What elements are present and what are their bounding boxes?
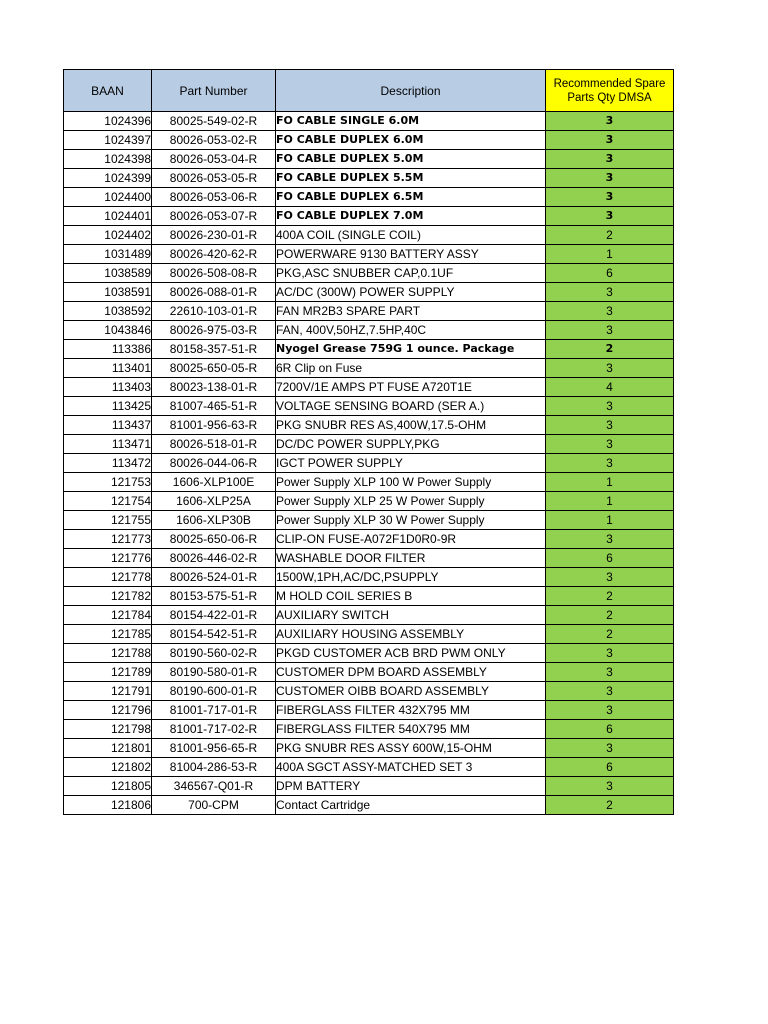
- cell-part-number: 80026-524-01-R: [152, 568, 276, 587]
- cell-baan: 1031489: [64, 245, 152, 264]
- header-description: Description: [276, 70, 546, 112]
- table-row: [64, 568, 674, 587]
- header-part-number: Part Number: [152, 70, 276, 112]
- cell-qty: 3: [546, 739, 674, 758]
- cell-baan: 113471: [64, 435, 152, 454]
- table-row: [64, 150, 674, 169]
- cell-qty: 4: [546, 378, 674, 397]
- cell-qty: 3: [546, 530, 674, 549]
- table-row: [64, 777, 674, 796]
- cell-part-number: 81001-717-02-R: [152, 720, 276, 739]
- table-row: [64, 359, 674, 378]
- cell-part-number: 80026-508-08-R: [152, 264, 276, 283]
- cell-baan: 1043846: [64, 321, 152, 340]
- table-row: [64, 378, 674, 397]
- table-body: [64, 112, 674, 815]
- cell-description: FIBERGLASS FILTER 540X795 MM: [276, 720, 546, 739]
- cell-baan: 121796: [64, 701, 152, 720]
- cell-part-number: 700-CPM: [152, 796, 276, 815]
- table-row: [64, 701, 674, 720]
- cell-description: M HOLD COIL SERIES B: [276, 587, 546, 606]
- table-row: [64, 416, 674, 435]
- cell-qty: 3: [546, 150, 674, 169]
- cell-baan: 121784: [64, 606, 152, 625]
- cell-qty: 3: [546, 283, 674, 302]
- cell-description: POWERWARE 9130 BATTERY ASSY: [276, 245, 546, 264]
- cell-baan: 113425: [64, 397, 152, 416]
- table-row: [64, 454, 674, 473]
- table-row: [64, 283, 674, 302]
- table-row: [64, 226, 674, 245]
- cell-baan: 121776: [64, 549, 152, 568]
- cell-baan: 1024400: [64, 188, 152, 207]
- cell-description: DC/DC POWER SUPPLY,PKG: [276, 435, 546, 454]
- table-row: [64, 511, 674, 530]
- cell-baan: 121788: [64, 644, 152, 663]
- cell-qty: 3: [546, 435, 674, 454]
- cell-part-number: 1606-XLP25A: [152, 492, 276, 511]
- cell-description: FO CABLE DUPLEX 5.5M: [276, 169, 546, 188]
- cell-description: Nyogel Grease 759G 1 ounce. Package: [276, 340, 546, 359]
- cell-description: FAN, 400V,50HZ,7.5HP,40C: [276, 321, 546, 340]
- table-row: [64, 473, 674, 492]
- cell-baan: 121773: [64, 530, 152, 549]
- cell-description: FO CABLE DUPLEX 6.5M: [276, 188, 546, 207]
- cell-qty: 6: [546, 264, 674, 283]
- cell-baan: 1024401: [64, 207, 152, 226]
- cell-description: FO CABLE DUPLEX 6.0M: [276, 131, 546, 150]
- cell-qty: 6: [546, 720, 674, 739]
- table-row: [64, 435, 674, 454]
- cell-description: 400A SGCT ASSY-MATCHED SET 3: [276, 758, 546, 777]
- table-row: [64, 245, 674, 264]
- cell-part-number: 81001-717-01-R: [152, 701, 276, 720]
- table-row: [64, 625, 674, 644]
- table-row: [64, 321, 674, 340]
- cell-qty: 3: [546, 207, 674, 226]
- cell-baan: 1024398: [64, 150, 152, 169]
- cell-part-number: 80023-138-01-R: [152, 378, 276, 397]
- cell-description: PKG SNUBR RES ASSY 600W,15-OHM: [276, 739, 546, 758]
- cell-baan: 1038592: [64, 302, 152, 321]
- cell-qty: 3: [546, 321, 674, 340]
- cell-baan: 121785: [64, 625, 152, 644]
- cell-qty: 3: [546, 682, 674, 701]
- cell-description: Power Supply XLP 25 W Power Supply: [276, 492, 546, 511]
- cell-part-number: 80026-420-62-R: [152, 245, 276, 264]
- cell-description: AC/DC (300W) POWER SUPPLY: [276, 283, 546, 302]
- cell-description: FO CABLE DUPLEX 5.0M: [276, 150, 546, 169]
- cell-part-number: 80154-422-01-R: [152, 606, 276, 625]
- cell-description: 7200V/1E AMPS PT FUSE A720T1E: [276, 378, 546, 397]
- cell-description: DPM BATTERY: [276, 777, 546, 796]
- cell-qty: 3: [546, 131, 674, 150]
- cell-part-number: 80026-044-06-R: [152, 454, 276, 473]
- cell-baan: 113437: [64, 416, 152, 435]
- table-row: [64, 397, 674, 416]
- cell-qty: 1: [546, 473, 674, 492]
- table-row: [64, 796, 674, 815]
- cell-baan: 113401: [64, 359, 152, 378]
- cell-description: AUXILIARY SWITCH: [276, 606, 546, 625]
- table-row: [64, 169, 674, 188]
- cell-qty: 1: [546, 511, 674, 530]
- table-row: [64, 207, 674, 226]
- cell-part-number: 80190-600-01-R: [152, 682, 276, 701]
- cell-qty: 2: [546, 340, 674, 359]
- cell-qty: 3: [546, 777, 674, 796]
- cell-baan: 121805: [64, 777, 152, 796]
- table-row: [64, 758, 674, 777]
- table-row: [64, 549, 674, 568]
- cell-part-number: 80190-580-01-R: [152, 663, 276, 682]
- cell-part-number: 80154-542-51-R: [152, 625, 276, 644]
- cell-part-number: 80026-088-01-R: [152, 283, 276, 302]
- cell-part-number: 81001-956-63-R: [152, 416, 276, 435]
- cell-description: 400A COIL (SINGLE COIL): [276, 226, 546, 245]
- cell-qty: 3: [546, 112, 674, 131]
- cell-baan: 113472: [64, 454, 152, 473]
- cell-baan: 1024396: [64, 112, 152, 131]
- cell-baan: 121802: [64, 758, 152, 777]
- cell-baan: 1024397: [64, 131, 152, 150]
- cell-description: Power Supply XLP 100 W Power Supply: [276, 473, 546, 492]
- table-row: [64, 131, 674, 150]
- table-row: [64, 682, 674, 701]
- cell-description: 6R Clip on Fuse: [276, 359, 546, 378]
- cell-part-number: 22610-103-01-R: [152, 302, 276, 321]
- table-row: [64, 264, 674, 283]
- cell-part-number: 80026-518-01-R: [152, 435, 276, 454]
- table-row: [64, 720, 674, 739]
- cell-description: FO CABLE DUPLEX 7.0M: [276, 207, 546, 226]
- table-row: [64, 606, 674, 625]
- cell-baan: 121754: [64, 492, 152, 511]
- cell-part-number: 80025-650-05-R: [152, 359, 276, 378]
- cell-part-number: 80025-549-02-R: [152, 112, 276, 131]
- table-row: [64, 663, 674, 682]
- cell-part-number: 80026-053-06-R: [152, 188, 276, 207]
- cell-qty: 2: [546, 625, 674, 644]
- cell-qty: 3: [546, 663, 674, 682]
- cell-qty: 2: [546, 606, 674, 625]
- cell-qty: 1: [546, 245, 674, 264]
- cell-description: FIBERGLASS FILTER 432X795 MM: [276, 701, 546, 720]
- cell-description: VOLTAGE SENSING BOARD (SER A.): [276, 397, 546, 416]
- cell-part-number: 80026-053-07-R: [152, 207, 276, 226]
- cell-description: FO CABLE SINGLE 6.0M: [276, 112, 546, 131]
- cell-part-number: 80026-975-03-R: [152, 321, 276, 340]
- cell-baan: 1038591: [64, 283, 152, 302]
- cell-part-number: 1606-XLP30B: [152, 511, 276, 530]
- cell-qty: 3: [546, 701, 674, 720]
- cell-qty: 3: [546, 416, 674, 435]
- table-row: [64, 644, 674, 663]
- cell-qty: 3: [546, 302, 674, 321]
- cell-part-number: 80026-230-01-R: [152, 226, 276, 245]
- table-row: [64, 112, 674, 131]
- cell-description: PKGD CUSTOMER ACB BRD PWM ONLY: [276, 644, 546, 663]
- cell-description: WASHABLE DOOR FILTER: [276, 549, 546, 568]
- cell-baan: 121801: [64, 739, 152, 758]
- cell-baan: 121798: [64, 720, 152, 739]
- cell-baan: 121755: [64, 511, 152, 530]
- cell-baan: 121806: [64, 796, 152, 815]
- cell-description: AUXILIARY HOUSING ASSEMBLY: [276, 625, 546, 644]
- cell-part-number: 81004-286-53-R: [152, 758, 276, 777]
- cell-qty: 3: [546, 397, 674, 416]
- cell-part-number: 80025-650-06-R: [152, 530, 276, 549]
- cell-baan: 121791: [64, 682, 152, 701]
- cell-part-number: 80190-560-02-R: [152, 644, 276, 663]
- cell-part-number: 80153-575-51-R: [152, 587, 276, 606]
- cell-part-number: 81007-465-51-R: [152, 397, 276, 416]
- cell-baan: 1024399: [64, 169, 152, 188]
- table-row: [64, 492, 674, 511]
- header-recommended-qty: Recommended Spare Parts Qty DMSA: [546, 70, 674, 112]
- table-row: [64, 340, 674, 359]
- cell-description: 1500W,1PH,AC/DC,PSUPPLY: [276, 568, 546, 587]
- cell-part-number: 346567-Q01-R: [152, 777, 276, 796]
- cell-baan: 1024402: [64, 226, 152, 245]
- table-row: [64, 739, 674, 758]
- cell-baan: 121782: [64, 587, 152, 606]
- cell-description: PKG,ASC SNUBBER CAP,0.1UF: [276, 264, 546, 283]
- cell-baan: 113403: [64, 378, 152, 397]
- cell-baan: 1038589: [64, 264, 152, 283]
- cell-part-number: 81001-956-65-R: [152, 739, 276, 758]
- cell-baan: 121753: [64, 473, 152, 492]
- cell-qty: 1: [546, 492, 674, 511]
- cell-description: CLIP-ON FUSE-A072F1D0R0-9R: [276, 530, 546, 549]
- cell-baan: 113386: [64, 340, 152, 359]
- cell-part-number: 80026-053-02-R: [152, 131, 276, 150]
- cell-description: CUSTOMER DPM BOARD ASSEMBLY: [276, 663, 546, 682]
- cell-baan: 121789: [64, 663, 152, 682]
- cell-qty: 3: [546, 454, 674, 473]
- table-row: [64, 302, 674, 321]
- table-row: [64, 530, 674, 549]
- table-row: [64, 188, 674, 207]
- cell-description: FAN MR2B3 SPARE PART: [276, 302, 546, 321]
- cell-description: Power Supply XLP 30 W Power Supply: [276, 511, 546, 530]
- cell-qty: 2: [546, 796, 674, 815]
- cell-qty: 3: [546, 644, 674, 663]
- cell-qty: 2: [546, 587, 674, 606]
- cell-part-number: 80158-357-51-R: [152, 340, 276, 359]
- cell-description: IGCT POWER SUPPLY: [276, 454, 546, 473]
- cell-baan: 121778: [64, 568, 152, 587]
- cell-description: Contact Cartridge: [276, 796, 546, 815]
- cell-qty: 3: [546, 568, 674, 587]
- header-row: [64, 70, 674, 112]
- cell-qty: 3: [546, 188, 674, 207]
- cell-qty: 6: [546, 549, 674, 568]
- cell-part-number: 80026-053-05-R: [152, 169, 276, 188]
- cell-description: PKG SNUBR RES AS,400W,17.5-OHM: [276, 416, 546, 435]
- cell-qty: 2: [546, 226, 674, 245]
- table-row: [64, 587, 674, 606]
- header-baan: BAAN: [64, 70, 152, 112]
- cell-part-number: 1606-XLP100E: [152, 473, 276, 492]
- spare-parts-table: [63, 69, 674, 815]
- cell-part-number: 80026-053-04-R: [152, 150, 276, 169]
- cell-qty: 3: [546, 359, 674, 378]
- cell-description: CUSTOMER OIBB BOARD ASSEMBLY: [276, 682, 546, 701]
- cell-part-number: 80026-446-02-R: [152, 549, 276, 568]
- cell-qty: 6: [546, 758, 674, 777]
- cell-qty: 3: [546, 169, 674, 188]
